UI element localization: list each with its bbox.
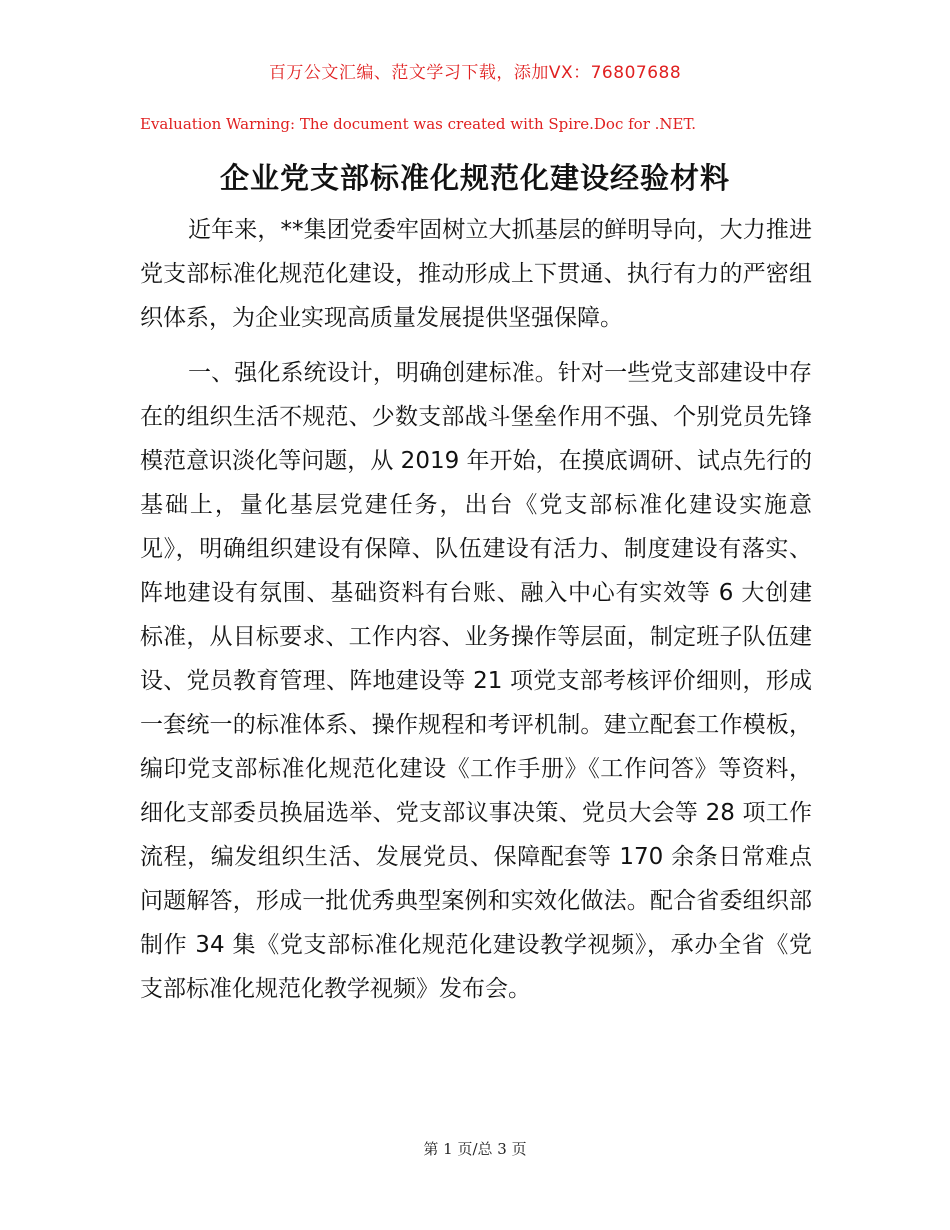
page-number: 第 1 页/总 3 页 — [423, 1140, 527, 1158]
document-title: 企业党支部标准化规范化建设经验材料 — [219, 161, 730, 195]
header-banner: 百万公文汇编、范文学习下载，添加VX：76807688 — [268, 63, 682, 83]
evaluation-warning: Evaluation Warning: The document was created with Spire.Doc for .NET. — [140, 115, 697, 133]
paragraph-intro: 近年来，**集团党委牢固树立大抓基层的鲜明导向，大力推进党支部标准化规范化建设，推动形成上下贯通、执行有力的严密组织体系，为企业实现高质量发展提供坚强保障。 — [140, 217, 812, 331]
paragraph-section-one: 一、强化系统设计，明确创建标准。针对一些党支部建设中存在的组织生活不规范、少数支部战斗堡垒作用不强、个别党员先锋模范意识淡化等问题，从 2019 年开始，在摸底调研、试点先行的基础上，量化基层党建任务，出台《党支部标准化建设实施意见》，明确组织建设有保障、队伍建设有活力、制度建设有落实、阵地建设有氛围、基础资料有台账、融入中心有实效等 6 大创建标准，从目标要求、工作内容、业务操作等层面，制定班子队伍建设、党员教育管理、阵地建设等 21 项党支部考核评价细则，形成一套统一的标准体系、操作规程和考评机制。建立配套工作模板，编印党支部标准化规范化建设《工作手册》《工作问答》等资料，细化支部委员换届选举、党支部议事决策、党员大会等 28 项工作流程，编发组织生活、发展党员、保障配套等 170 余条日常难点问题解答，形成一批优秀典型案例和实效化做法。配合省委组织部制作 34 集《党支部标准化规范化建设教学视频》，承办全省《党支部标准化规范化教学视频》发布会。 — [140, 360, 812, 1002]
